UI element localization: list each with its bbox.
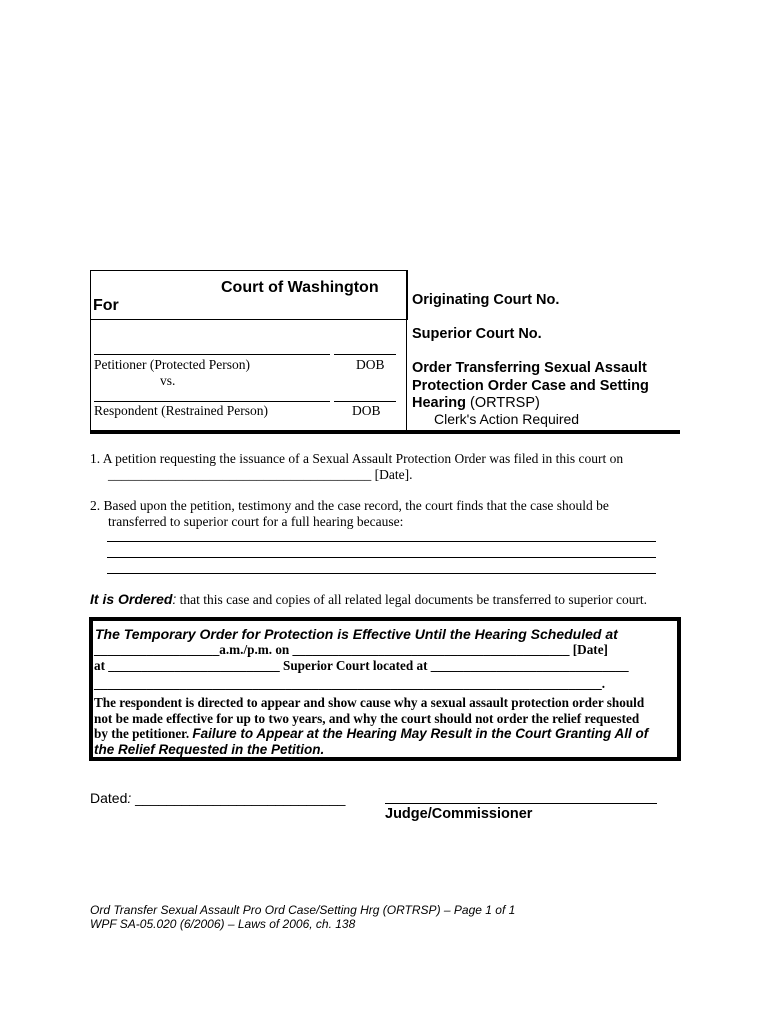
footer-line1: Ord Transfer Sexual Assault Pro Ord Case/Setting Hrg (ORTRSP) – Page 1 of 1 [90,903,516,917]
reason-line-2[interactable] [107,557,656,558]
respondent-name-line[interactable] [94,401,330,402]
item2-line1: 2. Based upon the petition, testimony and the case record, the court finds that the case should be [90,498,609,513]
order-box-heading: The Temporary Order for Protection is Effective Until the Hearing Scheduled at [95,626,618,642]
respondent-directive-3 [94,726,648,742]
hearing-blank-line: _____________________________________________________________________________. [94,676,606,691]
hearing-time-line: ___________________a.m./p.m. on __________________________________________ [Date] [94,642,608,657]
caption-divider [406,270,407,431]
item1-line1: 1. A petition requesting the issuance of a Sexual Assault Protection Order was filed in this court on [90,451,624,466]
respondent-dob-label: DOB [352,403,381,418]
reason-line-1[interactable] [107,541,656,542]
respondent-dob-line[interactable] [334,401,396,402]
judge-signature-line[interactable] [385,803,657,804]
petitioner-name-line[interactable] [94,354,330,355]
vs-label: vs. [160,373,176,388]
originating-court-no: Originating Court No. [412,292,560,308]
item1-line2: _______________________________________ [Date]. [108,467,413,482]
for-label: For [93,297,119,314]
order-title [412,360,649,413]
ordered-colon: : [172,592,177,607]
petitioner-dob-label: DOB [356,357,385,372]
ordered-statement [90,591,647,608]
petitioner-dob-line[interactable] [334,354,396,355]
footer-line2: WPF SA-05.020 (6/2006) – Laws of 2006, ch. 138 [90,917,356,931]
failure-warning-1: Failure to Appear at the Hearing May Result in the Court Granting All of [192,726,649,741]
failure-warning-2: the Relief Requested in the Petition. [94,742,325,757]
ordered-text: that this case and copies of all related legal documents be transferred to superior court. [176,592,648,607]
caption-bottom-rule [90,430,680,434]
dated-field [90,790,345,806]
hearing-location-line: at __________________________ Superior Court located at ______________________________ [94,658,629,673]
respondent-directive-1: The respondent is directed to appear and show cause why a sexual assault protection order should [94,695,645,710]
reason-line-3[interactable] [107,573,656,574]
order-title-line2: Protection Order Case and Setting [412,377,649,394]
dated-colon: : [127,790,132,806]
it-is-ordered: It is Ordered [90,591,173,607]
respondent-directive-2: not be made effective for up to two years, and why the court should not order the relief requested [94,711,640,726]
item2-line2: transferred to superior court for a full hearing because: [108,514,404,529]
petitioner-label: Petitioner (Protected Person) [94,357,250,372]
dated-blank[interactable]: ___________________________ [131,790,346,806]
caption-left-rule [90,318,91,431]
superior-court-no: Superior Court No. [412,326,542,342]
dated-label: Dated [90,790,128,806]
judge-commissioner-label: Judge/Commissioner [385,806,533,822]
clerk-action: Clerk's Action Required [434,411,580,427]
order-title-line3-wrap [412,395,649,413]
order-title-line3: Hearing [412,395,466,411]
respondent-directive-3-bold: by the petitioner. [94,726,193,741]
order-title-line1: Order Transferring Sexual Assault [412,360,647,376]
order-code: (ORTRSP) [470,395,540,411]
court-title: Court of Washington [221,279,379,296]
respondent-label: Respondent (Restrained Person) [94,403,268,418]
